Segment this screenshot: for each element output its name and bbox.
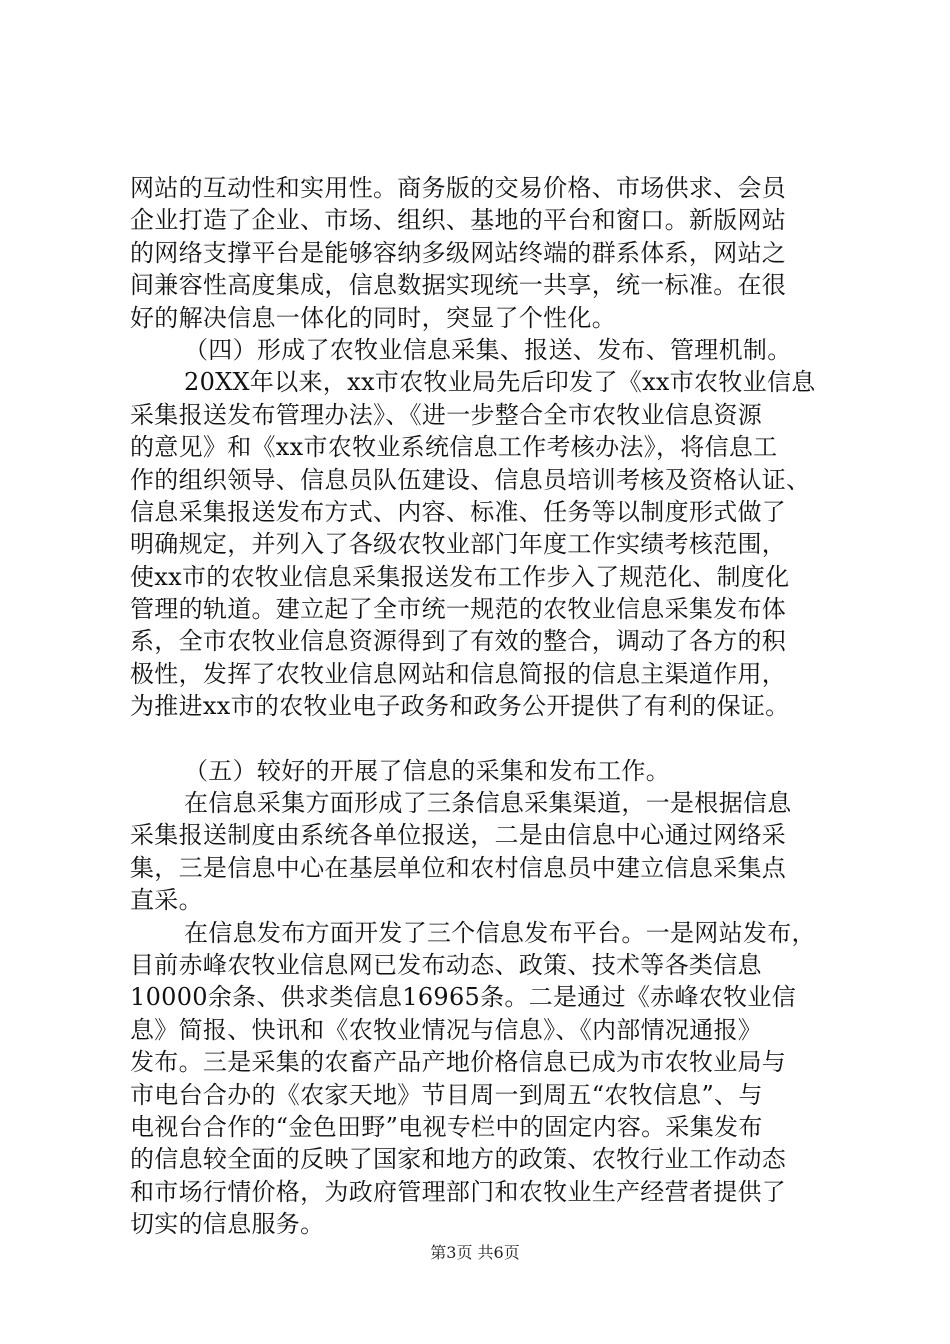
text-line: 在信息采集方面形成了三条信息采集渠道，一是根据信息	[184, 789, 792, 818]
text-line: 切实的信息服务。	[130, 1210, 325, 1239]
text-line: 明确规定，并列入了各级农牧业部门年度工作实绩考核范围，	[130, 530, 787, 559]
text-line: 息》简报、快讯和《农牧业情况与信息》、《内部情况通报》	[130, 1015, 763, 1044]
text-line: 市电台合办的《农家天地》节目周一到周五“农牧信息”、与	[130, 1080, 763, 1109]
text-line: 直采。	[130, 886, 203, 915]
text-line: 使xx市的农牧业信息采集报送发布工作步入了规范化、制度化	[130, 562, 790, 591]
text-line: 好的解决信息一体化的同时，突显了个性化。	[130, 303, 616, 332]
text-line: 20XX年以来，xx市农牧业局先后印发了《xx市农牧业信息	[184, 368, 816, 397]
text-line: 集，三是信息中心在基层单位和农村信息员中建立信息采集点	[130, 853, 787, 882]
text-line: 为推进xx市的农牧业电子政务和政务公开提供了有利的保证。	[130, 692, 790, 721]
text-line: 企业打造了企业、市场、组织、基地的平台和窗口。新版网站	[130, 206, 787, 235]
text-line: 系，全市农牧业信息资源得到了有效的整合，调动了各方的积	[130, 627, 787, 656]
text-line: 管理的轨道。建立起了全市统一规范的农牧业信息采集发布体	[130, 595, 787, 624]
text-line: 采集报送发布管理办法》、《进一步整合全市农牧业信息资源	[130, 400, 763, 429]
text-line: 在信息发布方面开发了三个信息发布平台。一是网站发布，	[184, 918, 816, 947]
text-line: 网站的互动性和实用性。商务版的交易价格、市场供求、会员	[130, 174, 787, 202]
text-line: 作的组织领导、信息员队伍建设、信息员培训考核及资格认证、	[130, 465, 811, 494]
text-line: 发布。三是采集的农畜产品产地价格信息已成为市农牧业局与	[130, 1048, 787, 1077]
text-line: 信息采集报送发布方式、内容、标准、任务等以制度形式做了	[130, 497, 787, 526]
text-line: 电视台合作的“金色田野”电视专栏中的固定内容。采集发布	[130, 1112, 763, 1141]
text-line: 10000余条、供求类信息16965条。二是通过《赤峰农牧业信	[130, 983, 796, 1012]
text-line: 极性，发挥了农牧业信息网站和信息简报的信息主渠道作用，	[130, 659, 787, 688]
text-line: 间兼容性高度集成，信息数据实现统一共享，统一标准。在很	[130, 271, 787, 300]
text-line: （四）形成了农牧业信息采集、报送、发布、管理机制。	[184, 335, 792, 364]
text-line: 的信息较全面的反映了国家和地方的政策、农牧行业工作动态	[130, 1145, 787, 1174]
paragraph-gap	[130, 723, 830, 755]
page-footer: 第3页 共6页	[430, 1243, 520, 1262]
text-line: 采集报送制度由系统各单位报送，二是由信息中心通过网络采	[130, 821, 787, 850]
text-line: （五）较好的开展了信息的采集和发布工作。	[184, 756, 670, 785]
text-line: 的网络支撑平台是能够容纳多级网站终端的群系体系，网站之	[130, 238, 787, 267]
text-line: 的意见》和《xx市农牧业系统信息工作考核办法》，将信息工	[130, 433, 778, 462]
text-line: 目前赤峰农牧业信息网已发布动态、政策、技术等各类信息	[130, 950, 762, 979]
text-line: 和市场行情价格，为政府管理部门和农牧业生产经营者提供了	[130, 1177, 787, 1206]
document-body	[130, 172, 830, 1241]
